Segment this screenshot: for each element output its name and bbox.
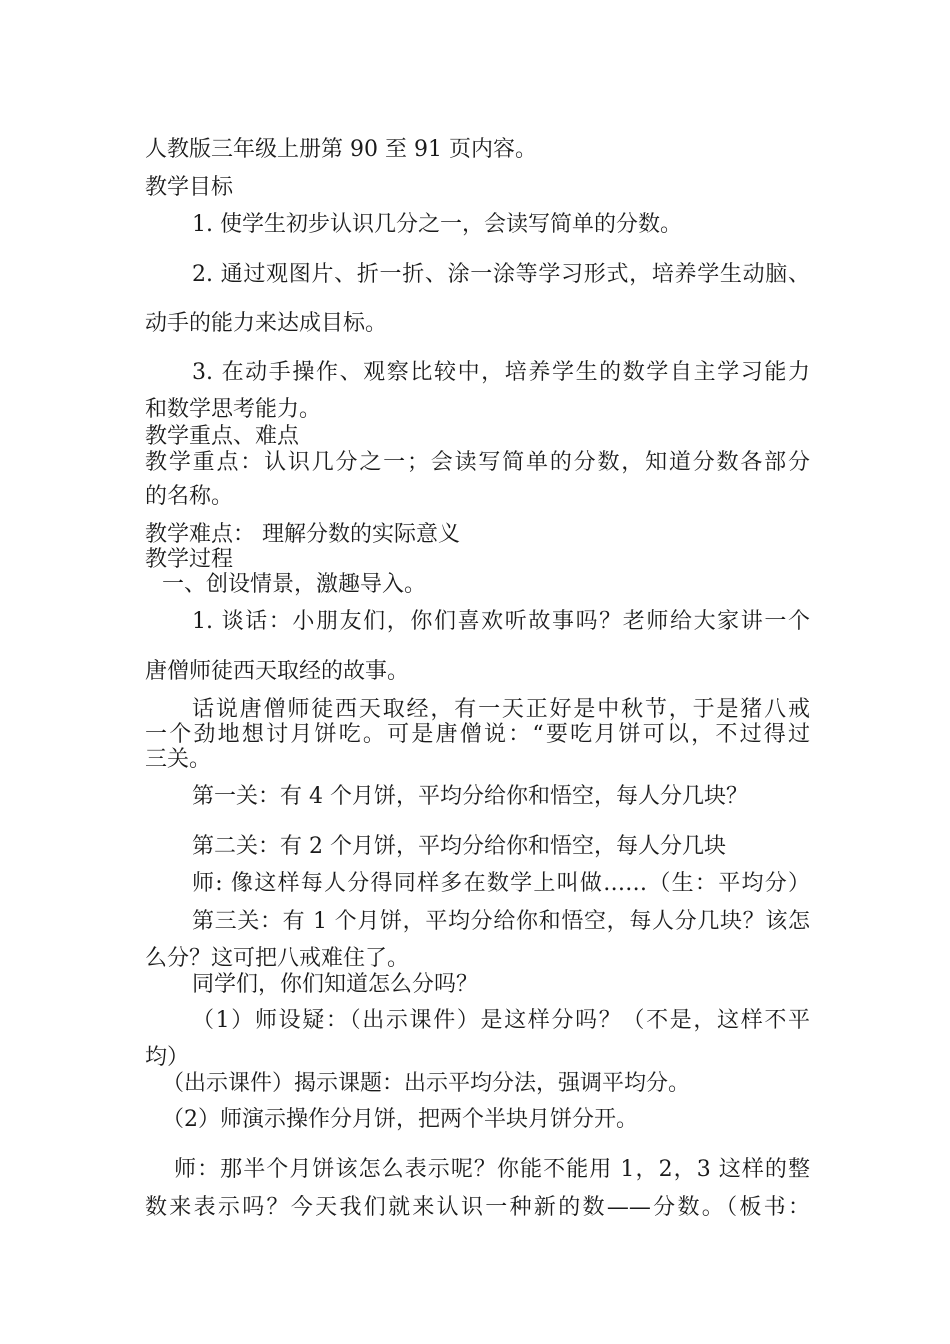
objective-2-line-1: 2. 通过观图片、折一折、涂一涂等学习形式，培养学生动脑、 bbox=[192, 262, 810, 287]
key-point-line-1: 教学重点：认识几分之一；会读写简单的分数，知道分数各部分 bbox=[145, 450, 810, 475]
section-one-title: 一、创设情景，激趣导入。 bbox=[162, 572, 427, 597]
challenge-3-line-2: 么分？这可把八戒难住了。 bbox=[145, 946, 410, 971]
reveal-topic-line: （出示课件）揭示课题：出示平均分法，强调平均分。 bbox=[162, 1071, 691, 1096]
difficult-point: 教学难点： 理解分数的实际意义 bbox=[145, 522, 460, 547]
challenge-2: 第二关：有 2 个月饼，平均分给你和悟空，每人分几块 bbox=[192, 834, 726, 859]
talk-line-2: 唐僧师徒西天取经的故事。 bbox=[145, 659, 410, 684]
challenge-3-line-1: 第三关：有 1 个月饼，平均分给你和悟空，每人分几块？该怎 bbox=[192, 909, 810, 934]
story-line-3: 三关。 bbox=[145, 747, 212, 772]
heading-key-difficult-points: 教学重点、难点 bbox=[145, 424, 300, 449]
teacher-half-line-1: 师：那半个月饼该怎么表示呢？你能不能用 1，2，3 这样的整 bbox=[174, 1157, 810, 1182]
step-1-line-2: 均） bbox=[145, 1045, 190, 1070]
teacher-half-line-2: 数来表示吗？今天我们就来认识一种新的数——分数。（板书： bbox=[145, 1195, 810, 1220]
step-2-line: （2）师演示操作分月饼，把两个半块月饼分开。 bbox=[162, 1107, 638, 1132]
teacher-average-line: 师: 像这样每人分得同样多在数学上叫做……（生：平均分） bbox=[192, 871, 810, 896]
step-1-line-1: （1）师设疑：（出示课件）是这样分吗？（不是，这样不平 bbox=[192, 1008, 810, 1033]
content-scope-line: 人教版三年级上册第 90 至 91 页内容。 bbox=[145, 137, 537, 162]
heading-teaching-objectives: 教学目标 bbox=[145, 175, 234, 200]
story-line-1: 话说唐僧师徒西天取经，有一天正好是中秋节，于是猪八戒 bbox=[192, 697, 810, 722]
objective-3-line-2: 和数学思考能力。 bbox=[145, 397, 322, 422]
talk-line-1: 1. 谈话：小朋友们，你们喜欢听故事吗？老师给大家讲一个 bbox=[192, 609, 810, 634]
challenge-1: 第一关：有 4 个月饼，平均分给你和悟空，每人分几块？ bbox=[192, 784, 748, 809]
key-point-line-2: 的名称。 bbox=[145, 484, 234, 509]
story-line-2: 一个劲地想讨月饼吃。可是唐僧说：“要吃月饼可以，不过得过 bbox=[145, 722, 810, 747]
heading-teaching-process: 教学过程 bbox=[145, 547, 234, 572]
objective-2-line-2: 动手的能力来达成目标。 bbox=[145, 311, 388, 336]
objective-1: 1. 使学生初步认识几分之一，会读写简单的分数。 bbox=[192, 212, 682, 237]
objective-3-line-1: 3. 在动手操作、观察比较中，培养学生的数学自主学习能力 bbox=[192, 360, 810, 385]
students-question: 同学们，你们知道怎么分吗？ bbox=[192, 972, 479, 997]
